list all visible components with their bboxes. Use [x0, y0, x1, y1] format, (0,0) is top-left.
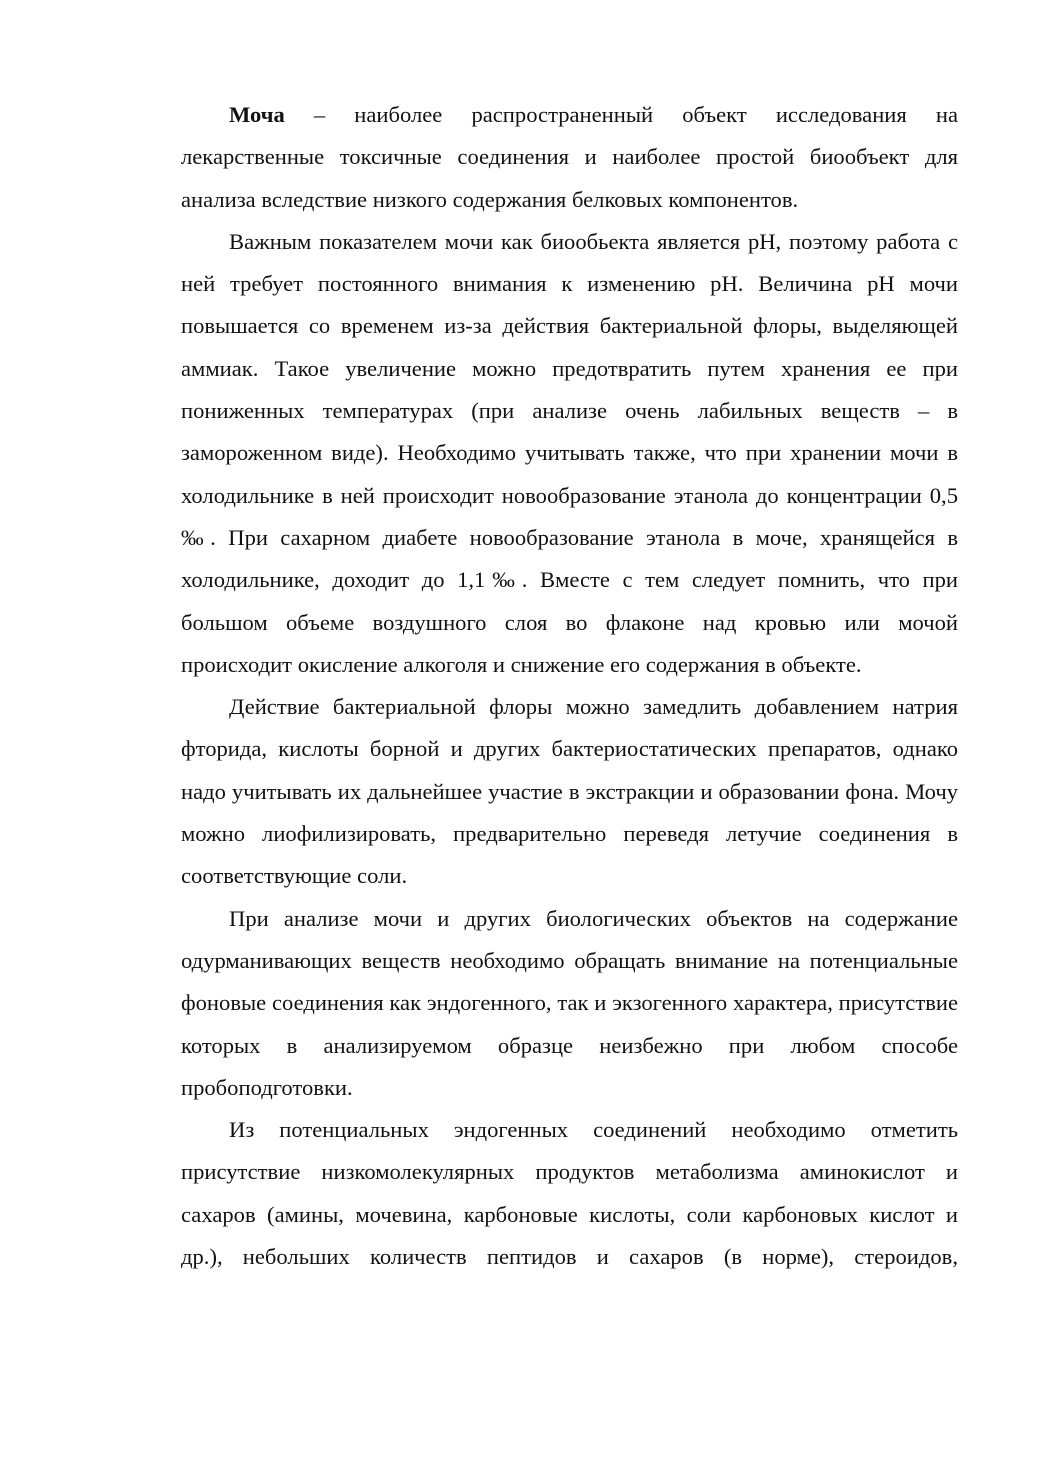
paragraph-text: – наиболее распространенный объект исследования на лекарственные токсичные соединения и наиболее простой биообъект для анализа вследствие низкого содержания белковых компонентов. — [181, 102, 958, 212]
paragraph-bacterial-flora: Действие бактериальной флоры можно замедлить добавлением натрия фторида, кислоты борной и других бактериостатических препаратов, однако надо учитывать их дальнейшее участие в экстракции и образовании фона. Мочу можно лиофилизировать, предварительно переведя летучие соединения в соответствующие соли. — [181, 694, 958, 889]
paragraph-urine-definition — [181, 94, 958, 221]
term-urine: Моча — [229, 102, 285, 127]
paragraph-background-compounds: При анализе мочи и других биологических объектов на содержание одурманивающих веществ необходимо обращать внимание на потенциальные фоновые соединения как эндогенного, так и экзогенного характера, присутствие которых в анализируемом образце неизбежно при любом способе пробоподготовки. — [181, 905, 958, 1100]
paragraph-ph: Важным показателем мочи как биообьекта является рН, поэтому работа с ней требует постоянного внимания к изменению рН. Величина рН мочи повышается со временем из-за действия бактериальной флоры, выделяющей аммиак. Такое увеличение можно предотвратить путем хранения ее при пониженных температурах (при анализе очень лабильных веществ – в замороженном виде). Необходимо учитывать также, что при хранении мочи в холодильнике в ней происходит новообразование этанола до концентрации 0,5 ‰. При сахарном диабете новообразование этанола в моче, хранящейся в холодильнике, доходит до 1,1‰. Вместе с тем следует помнить, что при большом объеме воздушного слоя во флаконе над кровью или мочой происходит окисление алкоголя и снижение его содержания в объекте. — [181, 228, 958, 677]
paragraph-endogenous-compounds: Из потенциальных эндогенных соединений необходимо отметить присутствие низкомолекулярных продуктов метаболизма аминокислот и сахаров (амины, мочевина, карбоновые кислоты, соли карбоновых кислот и др.), небольших количеств пептидов и сахаров (в норме), стероидов, — [181, 1117, 958, 1270]
document-page — [181, 94, 958, 1278]
